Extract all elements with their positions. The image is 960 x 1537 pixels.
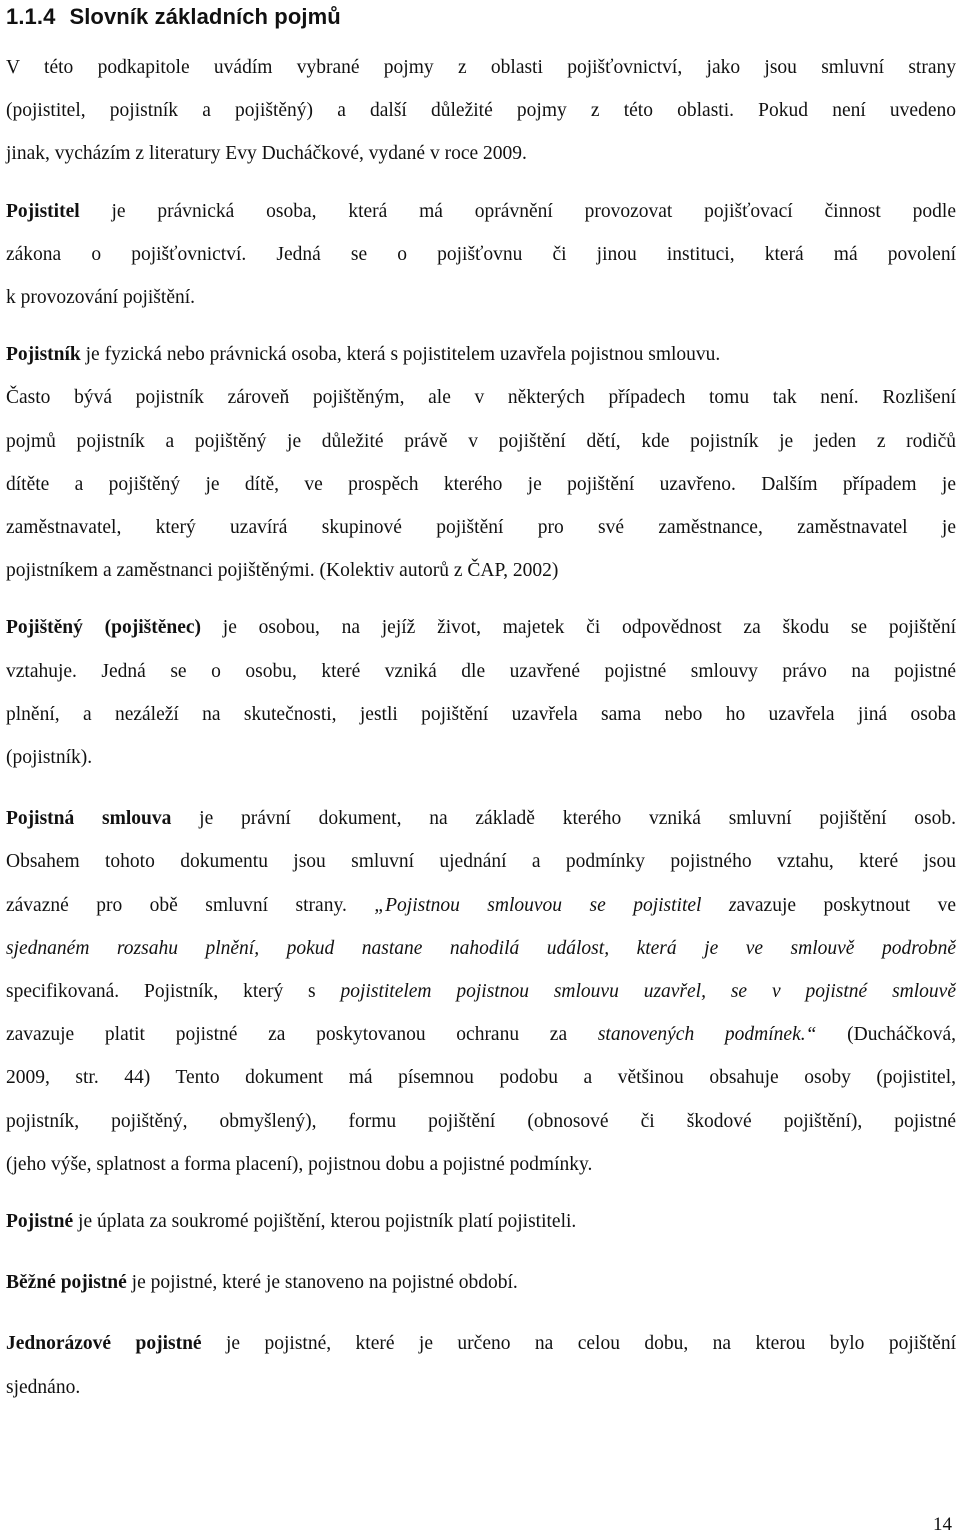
term-jednorazove-pojistne: Jednorázové pojistné [6, 1333, 202, 1355]
text-line: vztahuje. Jedná se o osobu, které vzniká dle uzavřené pojistné smlouvy právo na pojistné [6, 660, 956, 682]
text-line: (jeho výše, splatnost a forma placení), pojistnou dobu a pojistné podmínky. [6, 1153, 593, 1175]
definition-pojistnik [6, 333, 956, 592]
term-pojistna-smlouva: Pojistná smlouva [6, 808, 172, 830]
text-line: zaměstnavatel, který uzavírá skupinové pojištění pro své zaměstnance, zaměstnavatel je [6, 517, 956, 539]
section-title: Slovník základních pojmů [69, 4, 341, 29]
text-line: jinak, vycházím z literatury Evy Ducháčkové, vydané v roce 2009. [6, 143, 527, 165]
document-page [6, 0, 956, 1409]
text-line: specifikovaná. Pojistník, který s pojistitelem pojistnou smlouvu uzavřel, se v pojistné smlouvě [6, 981, 956, 1003]
quotation: pojistitelem pojistnou smlouvu uzavřel, se v pojistné smlouvě [340, 981, 956, 1003]
text-line: pojistník, pojištěný, obmyšlený), formu pojištění (obnosové či škodové pojištění), pojistné [6, 1110, 956, 1132]
text-line: Jednorázové pojistné je pojistné, které je určeno na celou dobu, na kterou bylo pojištění [6, 1333, 956, 1355]
text-line: k provozování pojištění. [6, 287, 196, 309]
definition-pojisteny [6, 606, 956, 779]
text-line: 2009, str. 44) Tento dokument má písemnou podobu a většinou obsahuje osoby (pojistitel, [6, 1067, 956, 1089]
quotation: sjednaném rozsahu plnění, pokud nastane nahodilá událost, která je ve smlouvě podrobně [6, 937, 956, 959]
text-line: Pojistná smlouva je právní dokument, na základě kterého vzniká smluvní pojištění osob. [6, 808, 956, 830]
text-line: Pojistitel je právnická osoba, která má oprávnění provozovat pojišťovací činnost podle [6, 200, 956, 222]
definition-pojistna-smlouva [6, 797, 956, 1186]
text-line: pojistníkem a zaměstnanci pojištěnými. (Kolektiv autorů z ČAP, 2002) [6, 560, 559, 582]
section-heading [6, 0, 956, 32]
citation: (Ducháčková, [847, 1024, 956, 1046]
term-pojistitel: Pojistitel [6, 200, 80, 222]
text-line: zákona o pojišťovnictví. Jedná se o pojišťovnu či jinou instituci, která má povolení [6, 243, 956, 265]
text-line: sjednáno. [6, 1376, 81, 1398]
page-number: 14 [933, 1514, 952, 1535]
text-line: Pojištěný (pojištěnec) je osobou, na jejíž život, majetek či odpovědnost za škodu se pojištění [6, 617, 956, 639]
text-line: (pojistník). [6, 747, 93, 769]
text-line: (pojistitel, pojistník a pojištěný) a další důležité pojmy z této oblasti. Pokud není uvedeno [6, 100, 956, 122]
section-number: 1.1.4 [6, 4, 56, 29]
definition-pojistitel [6, 190, 956, 320]
term-pojistnik: Pojistník [6, 344, 81, 366]
text-line: Pojistník je fyzická nebo právnická osoba, která s pojistitelem uzavřela pojistnou smlouvu. [6, 344, 721, 366]
text-line: Často bývá pojistník zároveň pojištěným, ale v některých případech tomu tak není. Rozlišení [6, 387, 956, 409]
intro-paragraph [6, 46, 956, 176]
term-pojisteny: Pojištěný (pojištěnec) [6, 617, 202, 639]
text-line: Pojistné je úplata za soukromé pojištění, kterou pojistník platí pojistiteli. [6, 1211, 577, 1233]
text-line: zavazuje platit pojistné za poskytovanou ochranu za stanovených podmínek.“ (Ducháčková, [6, 1024, 956, 1046]
text-line: plnění, a nezáleží na skutečnosti, jestli pojištění uzavřela sama nebo ho uzavřela jiná osoba [6, 703, 956, 725]
term-bezne-pojistne: Běžné pojistné [6, 1272, 127, 1294]
quotation: „Pojistnou smlouvou se pojistitel z [374, 894, 737, 916]
text-line: závazné pro obě smluvní strany. „Pojistnou smlouvou se pojistitel zavazuje poskytnout ve [6, 894, 956, 916]
text-line [6, 927, 956, 970]
text-line: pojmů pojistník a pojištěný je důležité právě v pojištění dětí, kde pojistník je jeden z rodičů [6, 430, 956, 452]
text-line: dítěte a pojištěný je dítě, ve prospěch kterého je pojištění uzavřeno. Dalším případem je [6, 473, 956, 495]
definition-pojistne [6, 1200, 956, 1243]
text-line: Běžné pojistné je pojistné, které je stanoveno na pojistné období. [6, 1272, 518, 1294]
quotation: stanovených podmínek.“ [597, 1024, 817, 1046]
term-pojistne: Pojistné [6, 1211, 74, 1233]
definition-jednorazove-pojistne [6, 1322, 956, 1408]
definition-bezne-pojistne [6, 1261, 956, 1304]
text-line: V této podkapitole uvádím vybrané pojmy z oblasti pojišťovnictví, jako jsou smluvní strany [6, 57, 956, 78]
text-line: Obsahem tohoto dokumentu jsou smluvní ujednání a podmínky pojistného vztahu, které jsou [6, 851, 956, 873]
